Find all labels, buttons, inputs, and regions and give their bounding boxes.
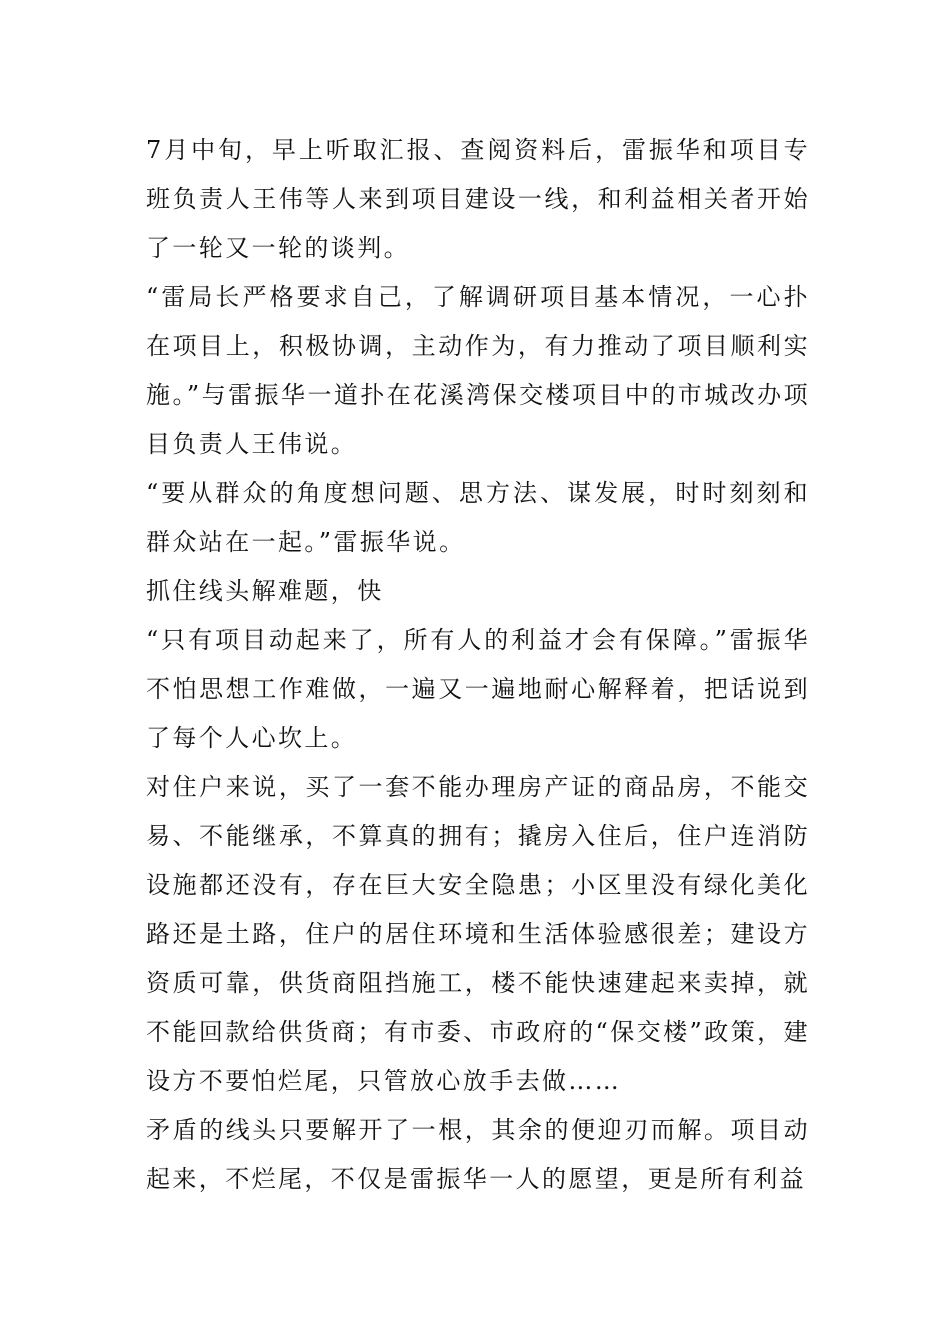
document-body — [146, 126, 810, 1204]
paragraph-4: “只有项目动起来了，所有人的利益才会有保障。”雷振华不怕思想工作难做，一遍又一遍地耐心解释着，把话说到了每个人心坎上。 — [146, 626, 810, 752]
paragraph-1: 7月中旬，早上听取汇报、查阅资料后，雷振华和项目专班负责人王伟等人来到项目建设一线，和利益相关者开始了一轮又一轮的谈判。 — [146, 136, 810, 262]
section-heading: 抓住线头解难题，快 — [146, 577, 384, 605]
paragraph-5: 对住户来说，买了一套不能办理房产证的商品房，不能交易、不能继承，不算真的拥有；撬房入住后，住户连消防设施都还没有，存在巨大安全隐患；小区里没有绿化美化路还是土路，住户的居住环境和生活体验感很差；建设方资质可靠，供货商阻挡施工，楼不能快速建起来卖掉，就不能回款给供货商；有市委、市政府的“保交楼”政策，建设方不要怕烂尾，只管放心放手去做…… — [146, 773, 810, 1095]
paragraph-2: “雷局长严格要求自己，了解调研项目基本情况，一心扑在项目上，积极协调，主动作为，有力推动了项目顺利实施。”与雷振华一道扑在花溪湾保交楼项目中的市城改办项目负责人王伟说。 — [146, 283, 810, 458]
paragraph-3: “要从群众的角度想问题、思方法、谋发展，时时刻刻和群众站在一起。”雷振华说。 — [146, 479, 810, 556]
paragraph-6: 矛盾的线头只要解开了一根，其余的便迎刃而解。项目动起来，不烂尾，不仅是雷振华一人的愿望，更是所有利益 — [146, 1116, 810, 1193]
